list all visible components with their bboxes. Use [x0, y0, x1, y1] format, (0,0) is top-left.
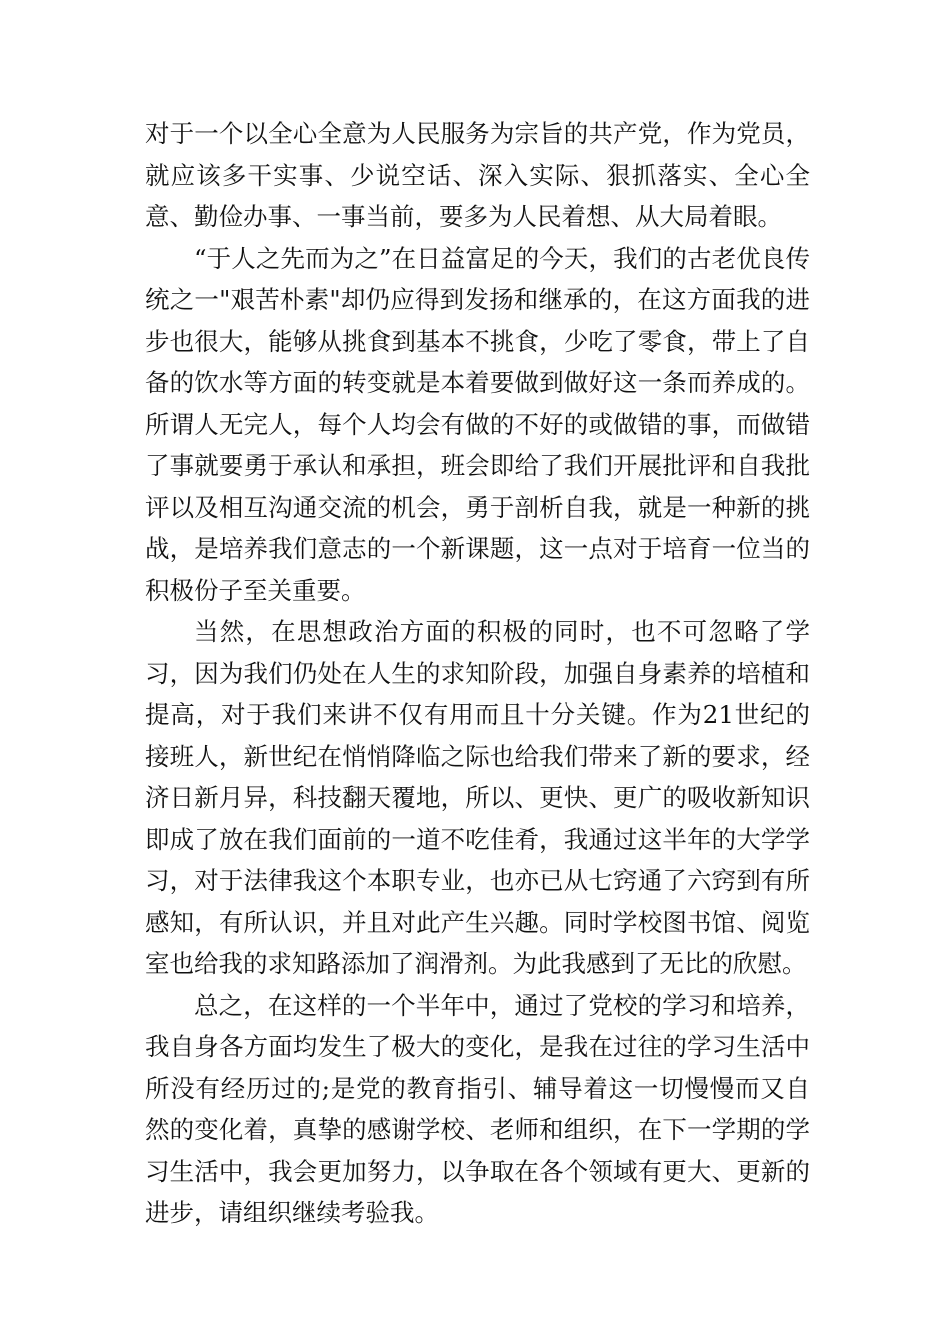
- document-page: [145, 113, 810, 1234]
- paragraph-1: 对于一个以全心全意为人民服务为宗旨的共产党，作为党员，就应该多干实事、少说空话、深入实际、狠抓落实、全心全意、勤俭办事、一事当前，要多为人民着想、从大局着眼。: [145, 119, 810, 231]
- paragraph-4: 总之，在这样的一个半年中，通过了党校的学习和培养，我自身各方面均发生了极大的变化，是我在过往的学习生活中所没有经历过的;是党的教育指引、辅导着这一切慢慢而又自然的变化着，真挚的感谢学校、老师和组织，在下一学期的学习生活中，我会更加努力，以争取在各个领域有更大、更新的进步，请组织继续考验我。: [145, 990, 810, 1227]
- paragraph-2: “于人之先而为之”在日益富足的今天，我们的古老优良传统之一"艰苦朴素"却仍应得到发扬和继承的，在这方面我的进步也很大，能够从挑食到基本不挑食，少吃了零食，带上了自备的饮水等方面的转变就是本着要做到做好这一条而养成的。所谓人无完人，每个人均会有做的不好的或做错的事，而做错了事就要勇于承认和承担，班会即给了我们开展批评和自我批评以及相互沟通交流的机会，勇于剖析自我，就是一种新的挑战，是培养我们意志的一个新课题，这一点对于培育一位当的积极份子至关重要。: [145, 243, 810, 605]
- paragraph-3: 当然，在思想政治方面的积极的同时，也不可忽略了学习，因为我们仍处在人生的求知阶段，加强自身素养的培植和提高，对于我们来讲不仅有用而且十分关键。作为21世纪的接班人，新世纪在悄悄降临之际也给我们带来了新的要求，经济日新月异，科技翻天覆地，所以、更快、更广的吸收新知识即成了放在我们面前的一道不吃佳肴，我通过这半年的大学学习，对于法律我这个本职专业，也亦已从七窍通了六窍到有所感知，有所认识，并且对此产生兴趣。同时学校图书馆、阅览室也给我的求知路添加了润滑剂。为此我感到了无比的欣慰。: [145, 617, 810, 978]
